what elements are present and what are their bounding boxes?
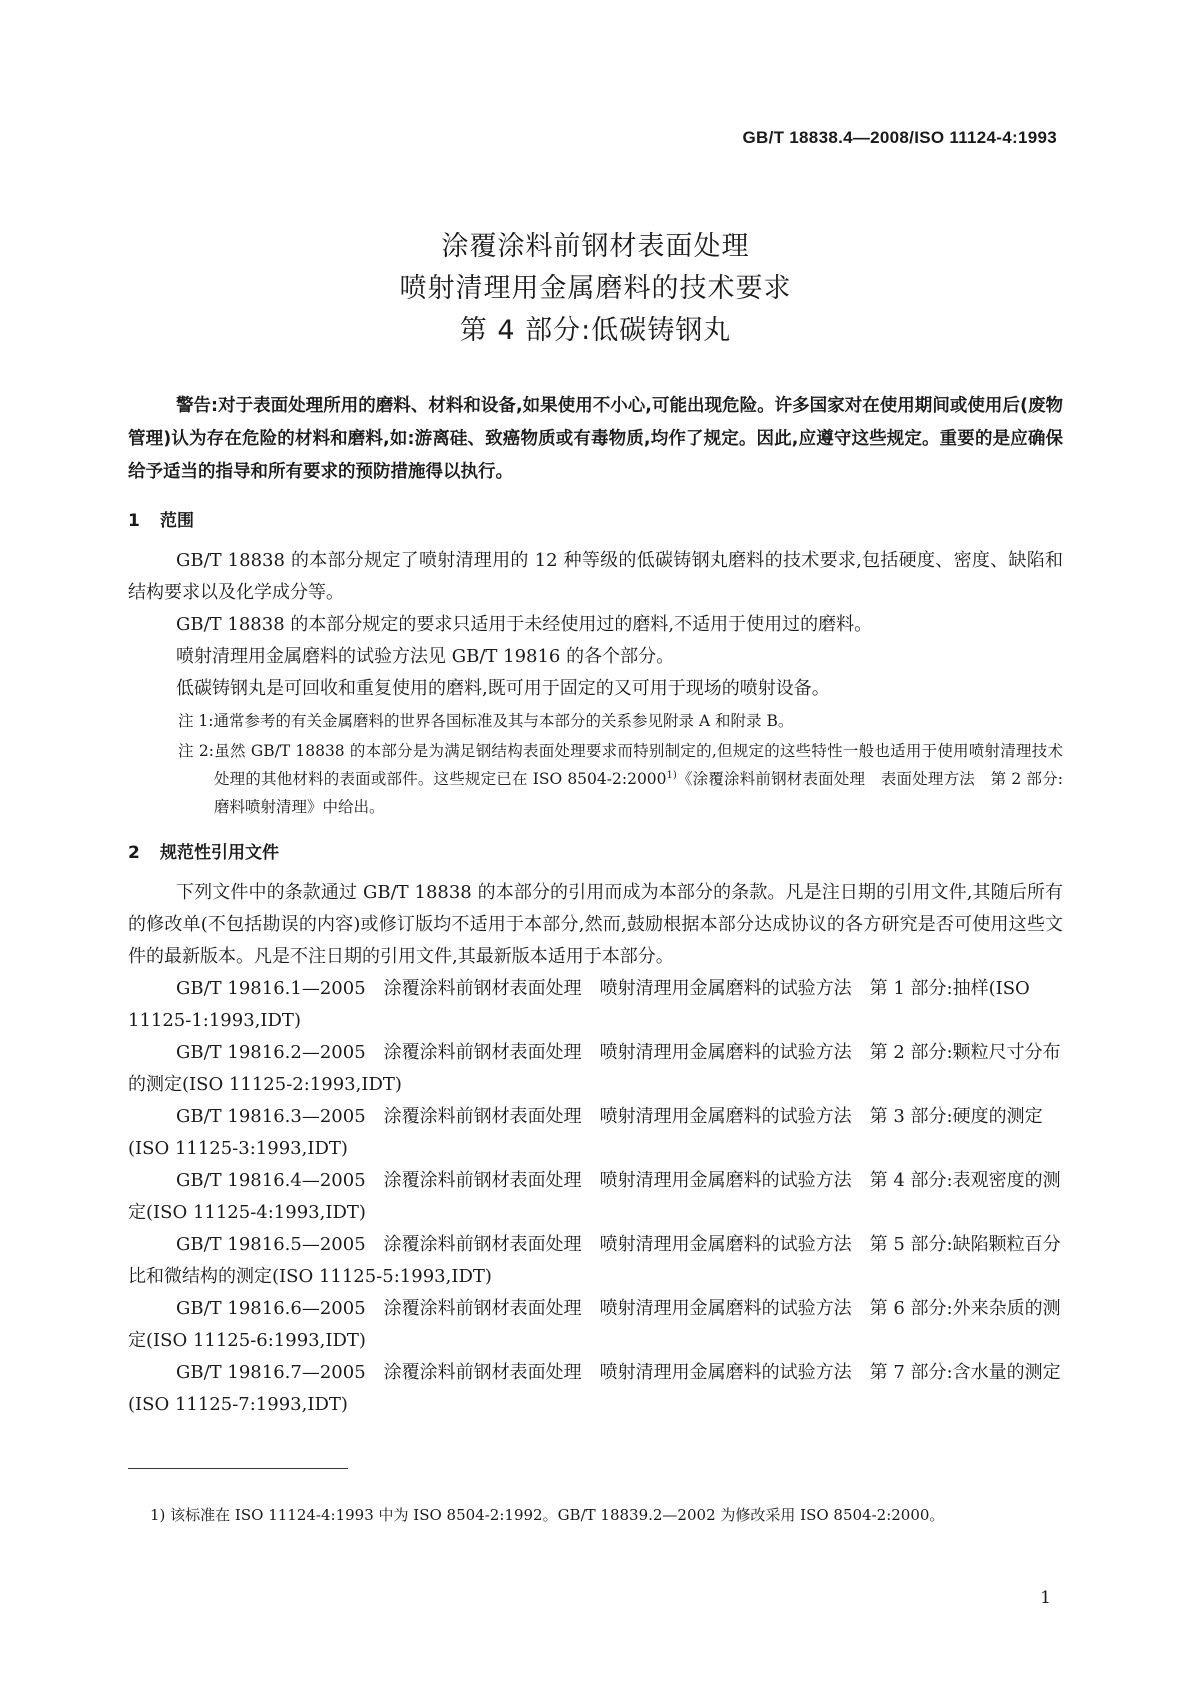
references-intro: 下列文件中的条款通过 GB/T 18838 的本部分的引用而成为本部分的条款。凡是注日期的引用文件,其随后所有的修改单(不包括勘误的内容)或修订版均不适用于本部分,然而,鼓励根据本部分达成协议的各方研究是否可使用这些文件的最新版本。凡是不注日期的引用文件,其最新版本适用于本部分。 <box>128 882 1063 967</box>
section-1-number: 1 <box>128 511 140 531</box>
footnote-divider <box>128 1468 348 1469</box>
reference-item: GB/T 19816.5—2005 涂覆涂料前钢材表面处理 喷射清理用金属磨料的试验方法 第 5 部分:缺陷颗粒百分比和微结构的测定(ISO 11125-5:1993,IDT) <box>128 1234 1061 1287</box>
scope-paragraph: GB/T 18838 的本部分规定的要求只适用于未经使用过的磨料,不适用于使用过的磨料。 <box>176 614 873 635</box>
note-2-text-cont: 《涂覆涂料前钢材表面处理 表面处理方法 第 2 部分:磨料喷射清理》中给出。 <box>214 770 1063 816</box>
section-2-heading <box>128 839 1063 867</box>
scope-paragraph: 喷射清理用金属磨料的试验方法见 GB/T 19816 的各个部分。 <box>176 646 675 667</box>
section-1-title: 范围 <box>160 511 194 531</box>
standard-code: GB/T 18838.4—2008/ISO 11124-4:1993 <box>742 128 1057 147</box>
warning-paragraph: 警告:对于表面处理所用的磨料、材料和设备,如果使用不小心,可能出现危险。许多国家对在使用期间或使用后(废物管理)认为存在危险的材料和磨料,如:游离硅、致癌物质或有毒物质,均作了规定。因此,应遵守这些规定。重要的是应确保给予适当的指导和所有要求的预防措施得以执行。 <box>128 396 1063 482</box>
footnote-marker: 1) <box>666 769 677 781</box>
footnote: 1) 该标准在 ISO 11124-4:1993 中为 ISO 8504-2:1992。GB/T 18839.2—2002 为修改采用 ISO 8504-2:2000。 <box>150 1506 945 1524</box>
reference-item: GB/T 19816.2—2005 涂覆涂料前钢材表面处理 喷射清理用金属磨料的试验方法 第 2 部分:颗粒尺寸分布的测定(ISO 11125-2:1993,IDT) <box>128 1042 1061 1095</box>
scope-paragraph: 低碳铸钢丸是可回收和重复使用的磨料,既可用于固定的又可用于现场的喷射设备。 <box>176 678 830 699</box>
title-line-2: 喷射清理用金属磨料的技术要求 <box>399 273 792 304</box>
reference-item: GB/T 19816.1—2005 涂覆涂料前钢材表面处理 喷射清理用金属磨料的试验方法 第 1 部分:抽样(ISO 11125-1:1993,IDT) <box>128 978 1030 1031</box>
section-1-heading <box>128 507 1063 535</box>
page-number: 1 <box>1040 1588 1051 1608</box>
title-line-1: 涂覆涂料前钢材表面处理 <box>441 231 750 262</box>
reference-item: GB/T 19816.3—2005 涂覆涂料前钢材表面处理 喷射清理用金属磨料的试验方法 第 3 部分:硬度的测定(ISO 11125-3:1993,IDT) <box>128 1106 1043 1159</box>
note-1: 注 1:通常参考的有关金属磨料的世界各国标准及其与本部分的关系参见附录 A 和附录 B。 <box>178 712 794 730</box>
note-2-text: 注 2:虽然 GB/T 18838 的本部分是为满足钢结构表面处理要求而特别制定的,但规定的这些特性一般也适用于使用喷射清理技术处理的其他材料的表面或部件。这些规定已在 ISO 8504-2:2000 <box>178 742 1063 788</box>
section-2-title: 规范性引用文件 <box>160 843 279 863</box>
document-title <box>0 226 1191 352</box>
scope-paragraph: GB/T 18838 的本部分规定了喷射清理用的 12 种等级的低碳铸钢丸磨料的技术要求,包括硬度、密度、缺陷和结构要求以及化学成分等。 <box>128 550 1063 603</box>
note-2 <box>128 737 1063 821</box>
title-line-3: 第 4 部分:低碳铸钢丸 <box>459 315 732 346</box>
section-2-number: 2 <box>128 843 140 863</box>
reference-item: GB/T 19816.4—2005 涂覆涂料前钢材表面处理 喷射清理用金属磨料的试验方法 第 4 部分:表观密度的测定(ISO 11125-4:1993,IDT) <box>128 1170 1061 1223</box>
reference-item: GB/T 19816.6—2005 涂覆涂料前钢材表面处理 喷射清理用金属磨料的试验方法 第 6 部分:外来杂质的测定(ISO 11125-6:1993,IDT) <box>128 1298 1061 1351</box>
reference-item: GB/T 19816.7—2005 涂覆涂料前钢材表面处理 喷射清理用金属磨料的试验方法 第 7 部分:含水量的测定(ISO 11125-7:1993,IDT) <box>128 1362 1061 1415</box>
document-body <box>128 390 1063 1421</box>
